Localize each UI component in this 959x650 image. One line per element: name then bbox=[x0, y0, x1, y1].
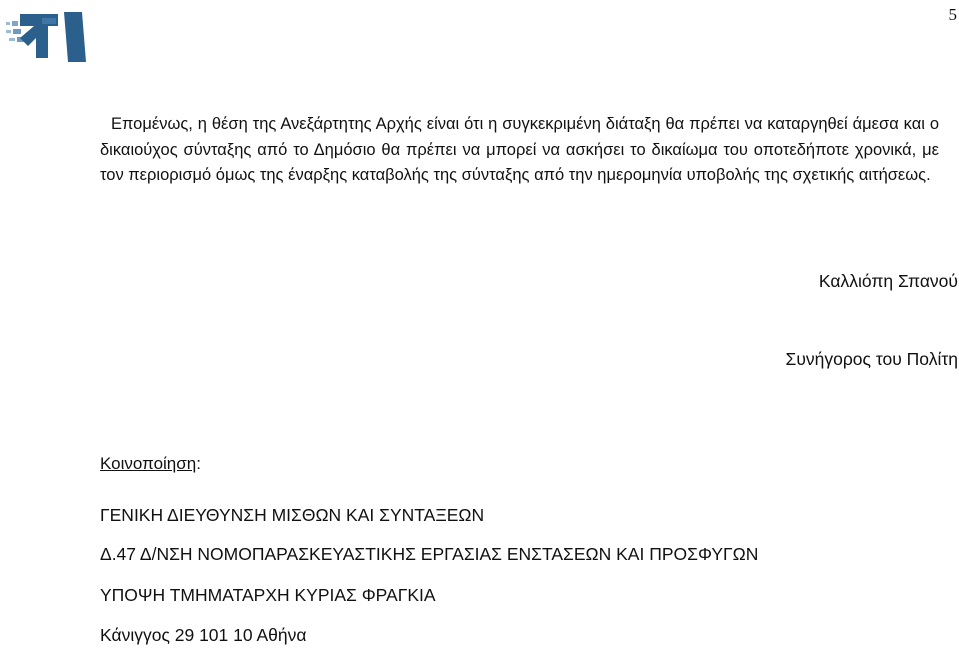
notification-heading-label: Κοινοποίηση bbox=[100, 454, 197, 473]
logo-accent bbox=[42, 18, 56, 24]
notification-recipient-line: ΓΕΝΙΚΗ ΔΙΕΥΘΥΝΣΗ ΜΙΣΘΩΝ ΚΑΙ ΣΥΝΤΑΞΕΩΝ bbox=[100, 505, 485, 525]
notification-recipient-line: Δ.47 Δ/ΝΣΗ ΝΟΜΟΠΑΡΑΣΚΕΥΑΣΤΙΚΗΣ ΕΡΓΑΣΙΑΣ ΕΝΣΤΑΣΕΩΝ ΚΑΙ ΠΡΟΣΦΥΓΩΝ bbox=[100, 544, 759, 564]
notification-recipient-line: ΥΠΟΨΗ ΤΜΗΜΑΤΑΡΧΗ ΚΥΡΙΑΣ ΦΡΑΓΚΙΑ bbox=[100, 585, 436, 605]
page-number: 5 bbox=[948, 5, 957, 24]
notification-heading bbox=[100, 454, 201, 474]
notification-address-line: Κάνιγγος 29 101 10 Αθήνα bbox=[100, 625, 307, 645]
notification-heading-colon: : bbox=[196, 454, 201, 473]
letter-body: Επομένως, η θέση της Ανεξάρτητης Αρχής είναι ότι η συγκεκριμένη διάταξη θα πρέπει να καταργηθεί άμεσα και ο δικαιούχος σύνταξης από το Δημόσιο θα πρέπει να μπορεί να ασκήσει το δικαίωμα του οποτεδήποτε χρονικά, με τον περιορισμό όμως της έναρξης καταβολής της σύνταξης από την ημερομηνία υποβολής της σχετικής αιτήσεως. bbox=[100, 115, 939, 184]
signature-name: Καλλιόπη Σπανού bbox=[818, 271, 958, 291]
signature-title: Συνήγορος του Πολίτη bbox=[785, 349, 958, 369]
ombudsman-logo-icon bbox=[6, 6, 92, 66]
logo-bar bbox=[64, 12, 86, 62]
